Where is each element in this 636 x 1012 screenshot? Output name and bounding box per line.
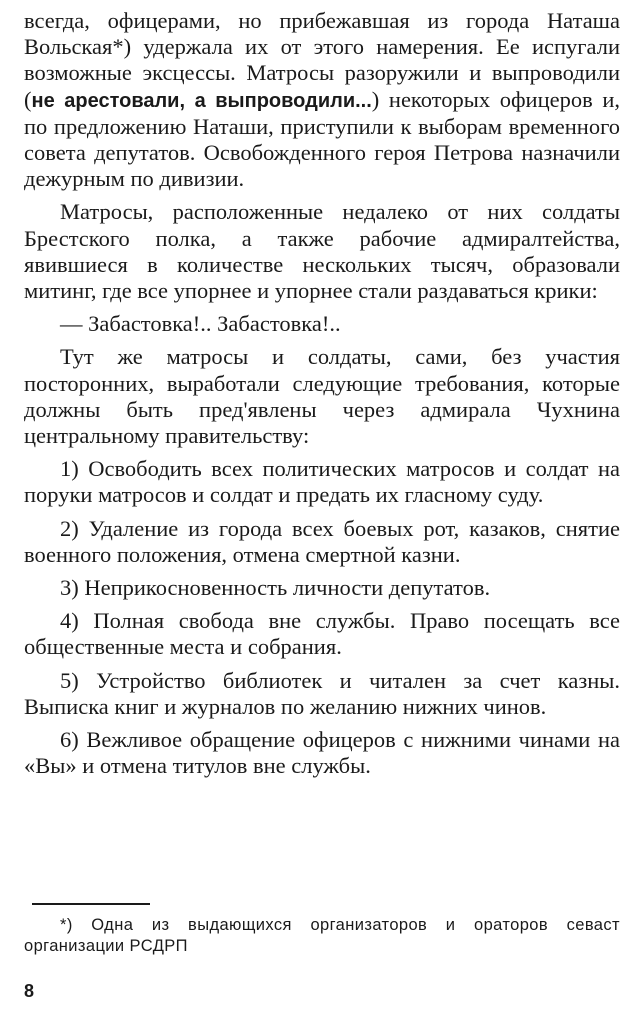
paragraph-1-part-1: всегда, офицерами, но прибежавшая из города Наташа Вольская*) удержала их от этого намерения. Ее испугали возможные эксцессы. Матросы разоружили и выпроводили ( [24, 8, 620, 112]
demand-4: 4) Полная свобода вне службы. Право посещать все общественные места и собрания. [24, 608, 620, 660]
paragraph-shout: — Забастовка!.. Забастовка!.. [60, 311, 341, 337]
demand-6: 6) Вежливое обращение офицеров с нижними чинами на «Вы» и отмена титулов вне службы. [24, 727, 620, 779]
demand-5: 5) Устройство библиотек и читален за счет казны. Выписка книг и журналов по желанию нижних чинов. [24, 667, 620, 719]
paragraph-3: Тут же матросы и солдаты, сами, без участия посторонних, выработали следующие требования, которые должны быть пред'явлены через адмирала Чухнина центральному правительству: [24, 344, 620, 449]
body-text [24, 8, 620, 786]
demand-2: 2) Удаление из города всех боевых рот, казаков, снятие военного положения, отмена смертной казни. [24, 515, 620, 567]
page-number: 8 [24, 981, 35, 1001]
demand-3: 3) Неприкосновенность личности депутатов. [60, 575, 491, 601]
paragraph-1-bold-insert: не арестовали, а выпроводили... [31, 89, 372, 112]
paragraph-2: Матросы, расположенные недалеко от них солдаты Брестского полка, а также рабочие адмиралтейства, явившиеся в количестве нескольких тысяч, образовали митинг, где все упорнее и упорнее стали раздаваться крики: [24, 199, 620, 304]
footnote-divider [32, 903, 150, 905]
paragraph-1 [24, 8, 620, 192]
demand-1: 1) Освободить всех политических матросов и солдат на поруки матросов и солдат и предать их гласному суду. [24, 456, 620, 508]
footnote: *) Одна из выдающихся организаторов и ораторов севаст организации РСДРП [24, 916, 620, 955]
paragraph-1-part-3: ) некоторых офицеров и, по предложению Наташи, приступили к выборам временного совета депутатов. Освобожденного героя Петрова назначили дежурным по дивизии. [24, 86, 621, 192]
